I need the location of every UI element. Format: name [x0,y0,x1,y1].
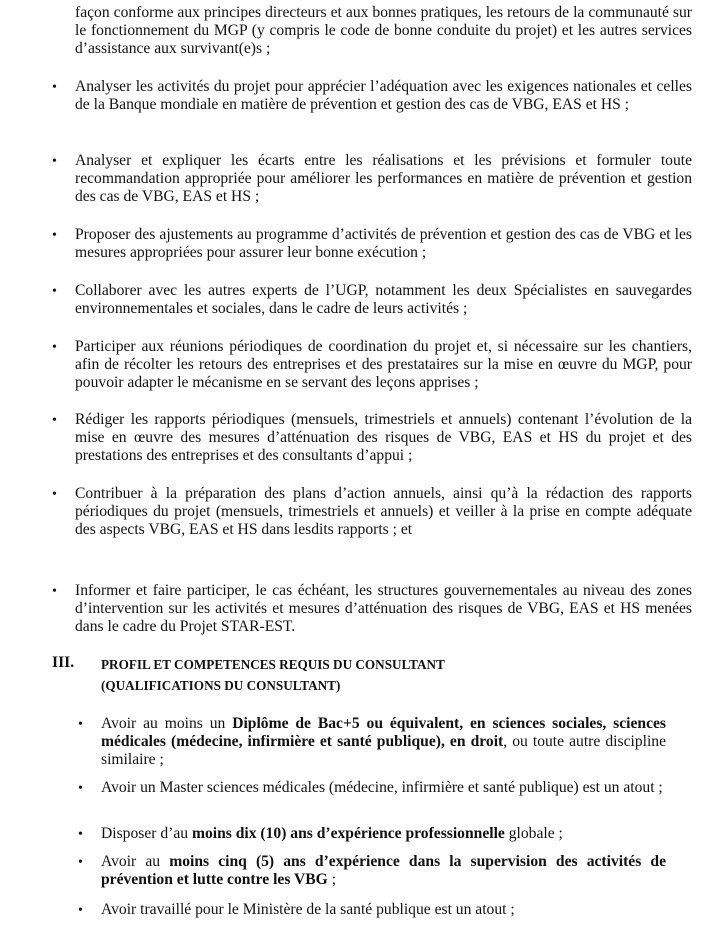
bullet-icon: • [78,827,83,842]
bullet-icon: • [52,228,57,243]
task-item-1: Analyser les activités du projet pour apprécier l’adéquation avec les exigences nationales et celles de la Banque mondiale en matière de prévention et gestion des cas de VBG, EAS et HS ; [75,78,692,113]
qualification-item-1: Avoir au moins un Diplôme de Bac+5 ou équivalent, en sciences sociales, sciences médicales (médecine, infirmière et santé publique), en droit, ou toute autre discipline similaire ; [101,715,667,768]
qualification-item-4: Avoir au moins cinq (5) ans d’expérience dans la supervision des activités de prévention et lutte contre les VBG ; [101,853,666,888]
task-item-2: Analyser et expliquer les écarts entre les réalisations et les prévisions et formuler toute recommandation appropriée pour améliorer les performances en matière de prévention et gestion des cas de VBG, EAS et HS ; [75,152,692,205]
bullet-icon: • [78,855,83,870]
section-title-line-2: (QUALIFICATIONS DU CONSULTANT) [101,678,341,693]
bullet-icon: • [52,584,57,599]
qualification-item-3: Disposer d’au moins dix (10) ans d’expérience professionnelle globale ; [101,825,563,842]
bullet-icon: • [52,413,57,428]
task-item-7: Contribuer à la préparation des plans d’action annuels, ainsi qu’à la rédaction des rapports périodiques du projet (mensuels, trimestriels et annuels) et veiller à la prise en compte adéquate des aspects VBG, EAS et HS dans lesdits rapports ; et [75,485,692,538]
section-number: III. [52,654,75,671]
bullet-icon: • [52,340,57,355]
task-item-5: Participer aux réunions périodiques de coordination du projet et, si nécessaire sur les chantiers, afin de récolter les retours des entreprises et des prestataires sur la mise en œuvre du MGP, pour pouvoir adapter le mécanisme en se servant des leçons apprises ; [75,338,692,391]
task-item-6: Rédiger les rapports périodiques (mensuels, trimestriels et annuels) contenant l’évolution de la mise en œuvre des mesures d’atténuation des risques de VBG, EAS et HS du projet et des prestations des entreprises et des consultants d’appui ; [75,411,692,464]
task-item-8: Informer et faire participer, le cas échéant, les structures gouvernementales au niveau des zones d’intervention sur les activités et mesures d’atténuation des risques de VBG, EAS et HS menées dans le cadre du Projet STAR-EST. [75,582,692,635]
task-item-4: Collaborer avec les autres experts de l’UGP, notamment les deux Spécialistes en sauvegardes environnementales et sociales, dans le cadre de leurs activités ; [75,282,692,317]
qualification-item-2: Avoir un Master sciences médicales (médecine, infirmière et santé publique) est un atout ; [101,779,663,796]
intro-paragraph: façon conforme aux principes directeurs et aux bonnes pratiques, les retours de la communauté sur le fonctionnement du MGP (y compris le code de bonne conduite du projet) et les autres services d’assistance aux survivant(e)s ; [75,4,692,57]
bullet-icon: • [78,903,83,918]
bullet-icon: • [52,80,57,95]
section-title-line-1: PROFIL ET COMPETENCES REQUIS DU CONSULTANT [101,657,445,672]
bullet-icon: • [52,487,57,502]
section-title [101,654,661,696]
bullet-icon: • [52,154,57,169]
bullet-icon: • [52,284,57,299]
bullet-icon: • [78,717,83,732]
bullet-icon: • [78,781,83,796]
qualification-item-5: Avoir travaillé pour le Ministère de la santé publique est un atout ; [101,901,515,918]
task-item-3: Proposer des ajustements au programme d’activités de prévention et gestion des cas de VBG et les mesures appropriées pour assurer leur bonne exécution ; [75,226,692,261]
